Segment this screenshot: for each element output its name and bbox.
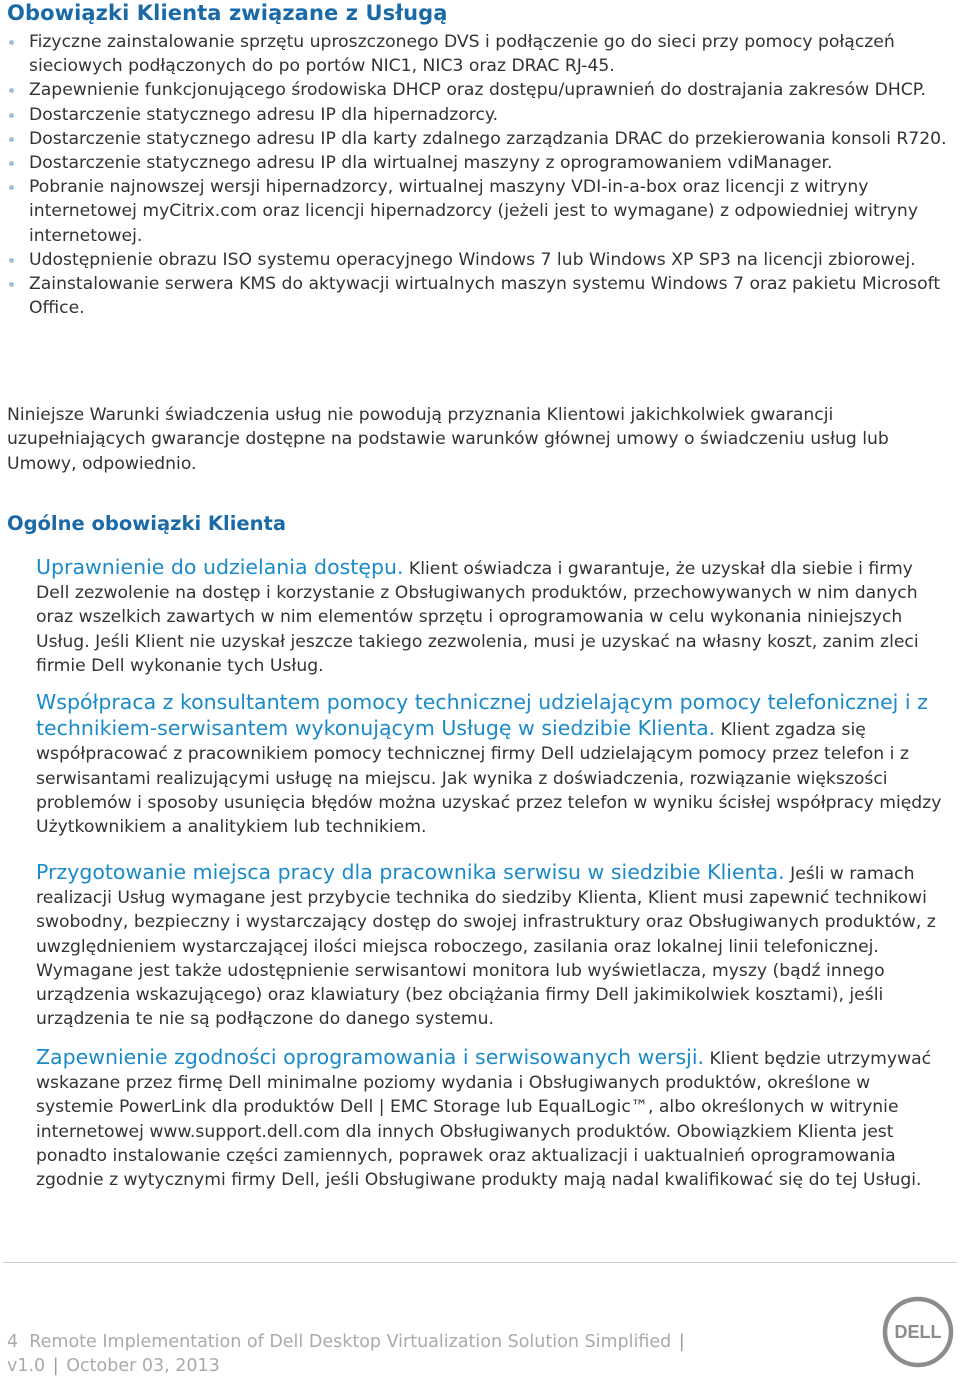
doc-version: v1.0: [7, 1356, 46, 1376]
list-item: Zainstalowanie serwera KMS do aktywacji wirtualnych maszyn systemu Windows 7 oraz pakietu Microsoft Office.: [7, 272, 947, 320]
list-item: Udostępnienie obrazu ISO systemu operacyjnego Windows 7 lub Windows XP SP3 na licencji zbiorowej.: [7, 248, 947, 272]
section-heading: Obowiązki Klienta związane z Usługą: [7, 1, 448, 25]
footer-separator: |: [678, 1332, 685, 1352]
paragraph-lead: Uprawnienie do udzielania dostępu.: [36, 555, 404, 579]
intro-paragraph: Niniejsze Warunki świadczenia usług nie powodują przyznania Klientowi jakichkolwiek gwarancji uzupełniających gwarancje dostępne na podstawie warunków głównej umowy o świadczeniu usług lub Umowy, odpowiednio.: [7, 405, 889, 474]
paragraph-lead: Przygotowanie miejsca pracy dla pracownika serwisu w siedzibie Klienta.: [36, 860, 785, 884]
paragraph-software-compliance: [36, 1045, 950, 1192]
doc-title: Remote Implementation of Dell Desktop Virtualization Solution Simplified: [29, 1332, 672, 1352]
list-item: Pobranie najnowszej wersji hipernadzorcy, wirtualnej maszyny VDI-in-a-box oraz licencji z witryny internetowej myCitrix.com oraz licencji hipernadzorcy (jeżeli jest to wymagane) z odpowiedniej witryny internetowej.: [7, 175, 947, 248]
dell-logo-icon: [882, 1296, 954, 1368]
footer-divider: [3, 1262, 957, 1263]
list-item: Dostarczenie statycznego adresu IP dla hipernadzorcy.: [7, 103, 947, 127]
list-item: Dostarczenie statycznego adresu IP dla wirtualnej maszyny z oprogramowaniem vdiManager.: [7, 151, 947, 175]
responsibilities-list: [7, 30, 947, 320]
paragraph-body: Klient zgadza się współpracować z pracownikiem pomocy technicznej firmy Dell udzielającym pomocy przez telefon i z serwisantami realizującymi usługę na miejscu. Jak wynika z doświadczenia, rozwiązanie większości problemów i sposoby usunięcia błędów można uzyskać przez telefon w wyniku ścisłej współpracy między Użytkownikiem a analitykiem lub technikiem.: [36, 720, 942, 838]
paragraph-lead: Współpraca z konsultantem pomocy technicznej udzielającym pomocy telefonicznej i z technikiem-serwisantem wykonującym Usługę w siedzibie Klienta.: [36, 690, 928, 741]
doc-date: October 03, 2013: [66, 1356, 220, 1376]
list-item: Fizyczne zainstalowanie sprzętu uproszczonego DVS i podłączenie go do sieci przy pomocy połączeń sieciowych podłączonych do po portów NIC1, NIC3 oraz DRAC RJ-45.: [7, 30, 947, 78]
logo-text: DELL: [894, 1322, 942, 1342]
paragraph-access-authorization: [36, 555, 950, 678]
paragraph-lead: Zapewnienie zgodności oprogramowania i serwisowanych wersji.: [36, 1045, 705, 1069]
paragraph-body: Jeśli w ramach realizacji Usług wymagane jest przybycie technika do siedziby Klienta, Klient musi zapewnić technikowi swobodny, bezpieczny i wystarczający dostęp do swojej infrastruktury oraz Obsługiwanych produktów, z uwzględnieniem wystarczającej ilości miejsca roboczego, zasilania oraz lokalnej linii telefonicznej. Wymagane jest także udostępnienie serwisantowi monitora lub wyświetlacza, myszy (bądź innego urządzenia wskazującego) oraz klawiatury (bez obciążania firmy Dell jakimikolwiek kosztami), jeśli urządzenia te nie są podłączone do danego systemu.: [36, 864, 936, 1030]
subsection-heading: Ogólne obowiązki Klienta: [7, 512, 286, 535]
list-item: Zapewnienie funkcjonującego środowiska DHCP oraz dostępu/uprawnień do dostrajania zakresów DHCP.: [7, 78, 947, 102]
page-footer: [7, 1330, 687, 1378]
list-item: Dostarczenie statycznego adresu IP dla karty zdalnego zarządzania DRAC do przekierowania konsoli R720.: [7, 127, 947, 151]
paragraph-cooperation: [36, 690, 950, 839]
footer-separator: |: [52, 1356, 59, 1376]
footer-line-1: [7, 1330, 687, 1354]
paragraph-body: Klient oświadcza i gwarantuje, że uzyskał dla siebie i firmy Dell zezwolenie na dostęp i korzystanie z Obsługiwanych produktów, przechowywanych w nim danych oraz wszelkich zawartych w nim elementów sprzętu i oprogramowania w celu wykonania niniejszych Usług. Jeśli Klient nie uzyskał jeszcze takiego zezwolenia, musi je uzyskać na własny koszt, zanim zleci firmie Dell wykonanie tych Usług.: [36, 559, 919, 676]
paragraph-workplace: [36, 860, 950, 1031]
page-number: 4: [7, 1332, 19, 1352]
paragraph-body: Klient będzie utrzymywać wskazane przez firmę Dell minimalne poziomy wydania i Obsługiwanych produktów, określone w systemie PowerLink dla produktów Dell | EMC Storage lub EqualLogic™, albo określonych w witrynie internetowej www.support.dell.com dla innych Obsługiwanych produktów. Obowiązkiem Klienta jest ponadto instalowanie części zamiennych, poprawek oraz aktualizacji i uaktualnień oprogramowania zgodnie z wytycznymi firmy Dell, jeśli Obsługiwane produkty mają nadal kwalifikować się do tej Usługi.: [36, 1049, 932, 1191]
footer-line-2: [7, 1354, 687, 1378]
